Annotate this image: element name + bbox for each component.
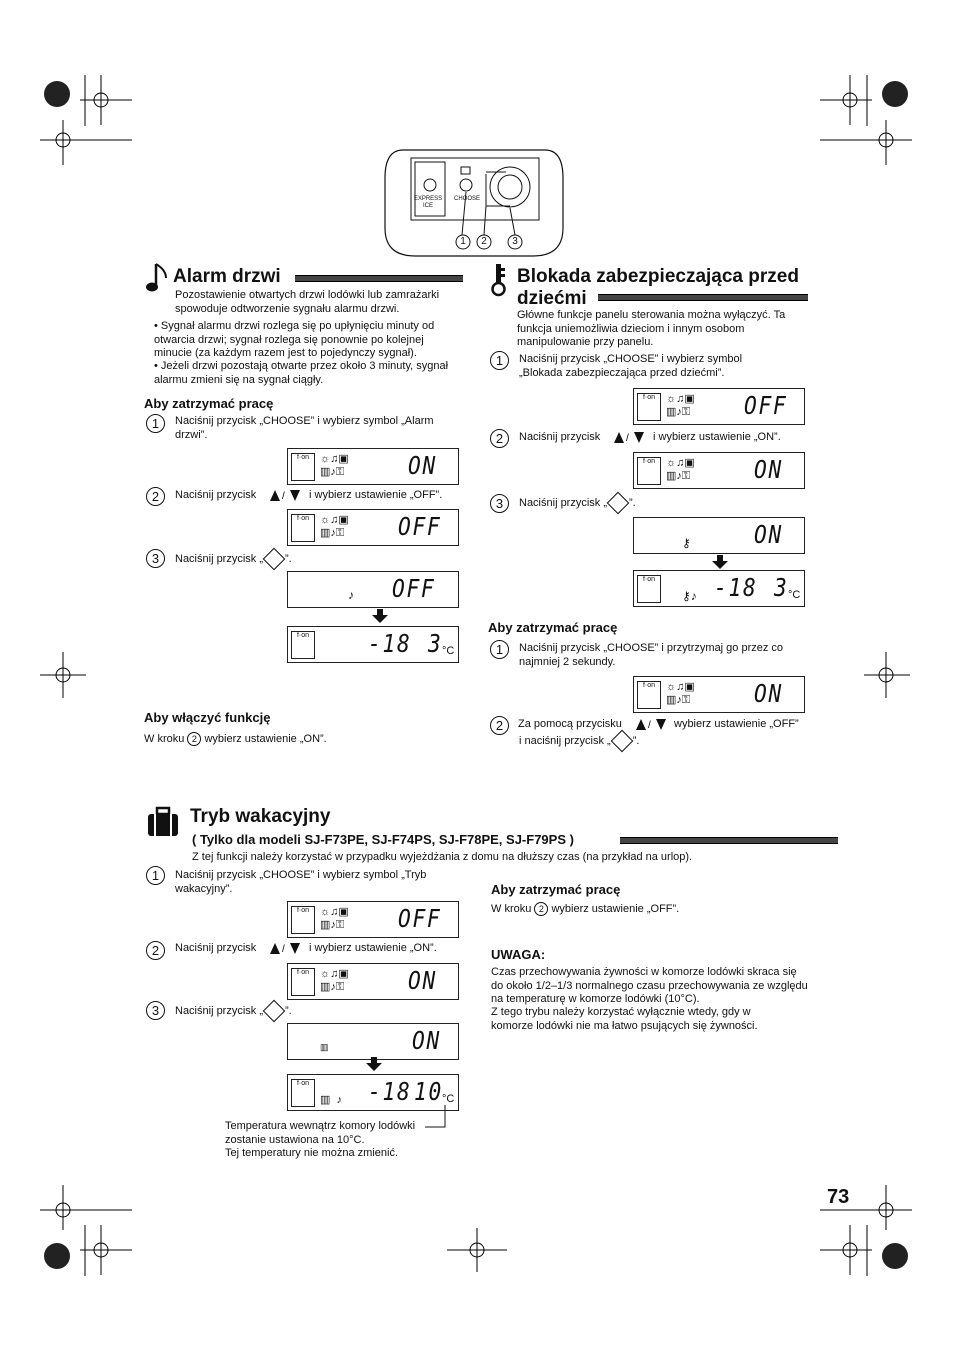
lock-key-icon bbox=[610, 730, 633, 753]
lcd-symbols: ☼♫▣ ▥♪⚿ bbox=[320, 906, 349, 931]
panel-callout-1: 1 bbox=[460, 236, 466, 247]
child-stop-2-line2 bbox=[519, 733, 639, 749]
vacation-lcd-1-value: OFF bbox=[398, 904, 442, 933]
child-lcd-3-value: ON bbox=[754, 520, 783, 549]
panel-callout-2: 2 bbox=[481, 236, 487, 247]
alarm-lcd-4-unit: °C bbox=[442, 645, 455, 657]
svg-text:/: / bbox=[282, 491, 285, 502]
up-down-arrow-icon bbox=[268, 488, 302, 502]
lcd-symbols: ☼♫▣ ▥♪⚿ bbox=[666, 681, 695, 706]
child-lcd-4-unit: °C bbox=[788, 589, 801, 601]
down-arrow-icon bbox=[372, 609, 388, 623]
vacation-lcd-4-temp: -18 bbox=[368, 1077, 412, 1106]
child-lcd-4 bbox=[633, 570, 805, 607]
uwaga-text-2: Z tego trybu należy korzystać wyłącznie wtedy, gdy w komorze lodówki nie ma łatwo psujących się żywności. bbox=[491, 1006, 758, 1032]
child-step-2-a: Naciśnij przycisk bbox=[519, 431, 601, 443]
svg-text:/: / bbox=[626, 433, 629, 444]
vacation-step-3-a: Naciśnij przycisk „ bbox=[175, 1004, 264, 1017]
child-stop-2-d: ”. bbox=[632, 734, 640, 747]
vacation-lcd-3-value: ON bbox=[412, 1026, 441, 1055]
vacation-title-rule bbox=[620, 837, 838, 844]
alarm-step-3-b: ”. bbox=[285, 552, 292, 565]
alarm-step-3-num: 3 bbox=[146, 549, 165, 568]
child-step-3-a: Naciśnij przycisk „ bbox=[519, 496, 608, 509]
child-step-2-b: i wybierz ustawienie „ON”. bbox=[653, 431, 781, 443]
alarm-lcd-4-temp2: 3 bbox=[428, 629, 443, 658]
alarm-enable-num: 2 bbox=[187, 732, 201, 746]
lock-key-icon bbox=[607, 492, 630, 515]
lock-key-icon bbox=[263, 548, 286, 571]
child-lock-title: Blokada zabezpieczająca przed dziećmi bbox=[517, 266, 799, 309]
lcd-grapes-icon: f·on bbox=[291, 906, 315, 934]
vacation-step-3 bbox=[175, 1003, 292, 1019]
lock-key-icon bbox=[263, 1000, 286, 1023]
alarm-bullet-2: • Jeżeli drzwi pozostają otwarte przez około 3 minuty, sygnał alarmu zmieni się na sygnał ciągły. bbox=[154, 360, 449, 386]
alarm-lcd-1 bbox=[287, 448, 459, 485]
vacation-step-1-num: 1 bbox=[146, 866, 165, 885]
child-step-2-num: 2 bbox=[490, 429, 509, 448]
vacation-stop-b: wybierz ustawienie „OFF”. bbox=[551, 902, 680, 915]
key-music-small-icon: ⚷♪ bbox=[682, 589, 697, 603]
key-small-icon: ⚷ bbox=[682, 536, 691, 550]
vacation-step-3-num: 3 bbox=[146, 1001, 165, 1020]
svg-text:/: / bbox=[648, 720, 651, 731]
vacation-note-temp: Temperatura wewnątrz komory lodówki zostanie ustawiona na 10°C. bbox=[225, 1120, 416, 1146]
alarm-title: Alarm drzwi bbox=[173, 266, 281, 287]
child-title-rule bbox=[598, 294, 808, 301]
lcd-grapes-icon: f·on bbox=[291, 514, 315, 542]
svg-text:/: / bbox=[282, 944, 285, 955]
child-lcd-3 bbox=[633, 517, 805, 554]
alarm-title-rule bbox=[295, 275, 463, 282]
down-arrow-icon bbox=[366, 1057, 382, 1071]
lcd-grapes-icon: f·on bbox=[637, 681, 661, 709]
child-lcd-2 bbox=[633, 452, 805, 489]
alarm-intro: Pozostawienie otwartych drzwi lodówki lub zamrażarki spowoduje odtworzenie sygnału alarmu drzwi. bbox=[175, 289, 440, 315]
alarm-step-2-num: 2 bbox=[146, 487, 165, 506]
up-down-arrow-icon bbox=[612, 430, 646, 444]
alarm-step-3-a: Naciśnij przycisk „ bbox=[175, 552, 264, 565]
lcd-grapes-icon: f·on bbox=[291, 1079, 315, 1107]
vacation-stop-text bbox=[491, 902, 679, 916]
vacation-step-1: Naciśnij przycisk „CHOOSE” i wybierz symbol „Tryb wakacyjny”. bbox=[175, 869, 427, 895]
vacation-subtitle: ( Tylko dla modeli SJ-F73PE, SJ-F74PS, SJ-F78PE, SJ-F79PS ) bbox=[192, 832, 574, 847]
child-lcd-1-value: OFF bbox=[744, 391, 788, 420]
lcd-symbols: ☼♫▣ ▥♪⚿ bbox=[320, 514, 349, 539]
panel-callout-3: 3 bbox=[512, 236, 518, 247]
child-stop-2-c: i naciśnij przycisk „ bbox=[519, 734, 611, 747]
alarm-lcd-2 bbox=[287, 509, 459, 546]
child-step-3-b: ”. bbox=[629, 496, 636, 509]
lcd-symbols: ☼♫▣ ▥♪⚿ bbox=[666, 457, 695, 482]
alarm-enable-a: W kroku bbox=[144, 732, 185, 745]
vacation-note-fixed: Tej temperatury nie można zmienić. bbox=[225, 1147, 399, 1159]
child-stop-2-a: Za pomocą przycisku bbox=[518, 718, 622, 730]
vacation-stop-a: W kroku bbox=[491, 902, 532, 915]
alarm-lcd-3-value: OFF bbox=[392, 574, 436, 603]
down-arrow-icon bbox=[712, 555, 728, 569]
up-down-arrow-icon bbox=[268, 941, 302, 955]
alarm-step-2-a: Naciśnij przycisk bbox=[175, 489, 257, 501]
alarm-stop-heading: Aby zatrzymać pracę bbox=[144, 396, 274, 411]
alarm-enable-text bbox=[144, 732, 327, 746]
child-intro: Główne funkcje panelu sterowania można wyłączyć. Ta funkcja uniemożliwia dzieciom i innym osobom manipulowanie przy panelu. bbox=[517, 309, 786, 348]
vacation-lcd-2 bbox=[287, 963, 459, 1000]
alarm-lcd-4-temp: -18 bbox=[368, 629, 412, 658]
child-lcd-5-value: ON bbox=[754, 679, 783, 708]
alarm-lcd-4 bbox=[287, 626, 459, 663]
up-down-arrow-icon bbox=[634, 717, 668, 731]
child-stop-1-num: 1 bbox=[490, 640, 509, 659]
child-lcd-4-temp2: 3 bbox=[774, 573, 789, 602]
alarm-enable-heading: Aby włączyć funkcję bbox=[144, 710, 271, 725]
suitcase-music-small-icon: ▥ ♪ bbox=[320, 1094, 343, 1106]
lcd-grapes-icon: f·on bbox=[637, 457, 661, 485]
child-lcd-4-temp: -18 bbox=[714, 573, 758, 602]
music-note-icon bbox=[146, 262, 170, 294]
child-step-1: Naciśnij przycisk „CHOOSE” i wybierz symbol „Blokada zabezpieczająca przed dziećmi”. bbox=[519, 353, 743, 379]
alarm-bullet-1: • Sygnał alarmu drzwi rozlega się po upłynięciu minuty od otwarcia drzwi; sygnał rozlega się ponownie po kolejnej minucie (za każdym razem jest to pojedynczy sygnał). bbox=[154, 320, 435, 359]
child-step-3-num: 3 bbox=[490, 494, 509, 513]
child-stop-heading: Aby zatrzymać pracę bbox=[488, 620, 618, 635]
vacation-stop-num: 2 bbox=[534, 902, 548, 916]
vacation-intro: Z tej funkcji należy korzystać w przypadku wyjeżdżania z domu na dłuższy czas (na przykład na urlop). bbox=[192, 851, 693, 863]
child-step-3 bbox=[519, 495, 636, 511]
vacation-step-3-b: ”. bbox=[285, 1004, 292, 1017]
panel-express-label: EXPRESS ICE bbox=[413, 196, 443, 209]
vacation-lcd-4-unit: °C bbox=[442, 1093, 455, 1105]
vacation-step-2-num: 2 bbox=[146, 941, 165, 960]
vacation-title: Tryb wakacyjny bbox=[190, 806, 331, 827]
lcd-grapes-icon: f·on bbox=[291, 968, 315, 996]
lcd-grapes-icon: f·on bbox=[637, 575, 661, 603]
alarm-step-3 bbox=[175, 551, 292, 567]
lcd-grapes-icon: f·on bbox=[637, 393, 661, 421]
alarm-step-2-b: i wybierz ustawienie „OFF”. bbox=[309, 489, 443, 501]
alarm-lcd-1-value: ON bbox=[408, 451, 437, 480]
child-stop-1: Naciśnij przycisk „CHOOSE” i przytrzymaj go przez co najmniej 2 sekundy. bbox=[519, 642, 784, 668]
vacation-lcd-1 bbox=[287, 901, 459, 938]
uwaga-heading: UWAGA: bbox=[491, 947, 546, 962]
alarm-step-1-num: 1 bbox=[146, 414, 165, 433]
alarm-step-1: Naciśnij przycisk „CHOOSE” i wybierz symbol „Alarm drzwi”. bbox=[175, 415, 434, 441]
alarm-lcd-2-value: OFF bbox=[398, 512, 442, 541]
child-stop-2-b: wybierz ustawienie „OFF” bbox=[674, 718, 799, 730]
suitcase-small-icon: ▥ bbox=[320, 1042, 329, 1052]
panel-choose-label: CHOOSE bbox=[453, 196, 480, 202]
vacation-lcd-3 bbox=[287, 1023, 459, 1060]
child-lcd-5 bbox=[633, 676, 805, 713]
key-icon bbox=[489, 262, 509, 298]
vacation-lcd-2-value: ON bbox=[408, 966, 437, 995]
lcd-symbols: ☼♫▣ ▥♪⚿ bbox=[666, 393, 695, 418]
child-step-1-num: 1 bbox=[490, 351, 509, 370]
vacation-stop-heading: Aby zatrzymać pracę bbox=[491, 882, 621, 897]
lcd-symbols: ☼♫▣ ▥♪⚿ bbox=[320, 968, 349, 993]
uwaga-text-1: Czas przechowywania żywności w komorze lodówki skraca się do około 1/2–1/3 normalnego czasu przechowywania ze względu na temperaturę w komorze lodówki (10°C). bbox=[491, 966, 808, 1005]
music-note-small-icon: ♪ bbox=[348, 588, 354, 602]
vacation-lcd-4-temp2: 10 bbox=[414, 1077, 443, 1106]
control-panel-illustration bbox=[383, 148, 565, 260]
page-number: 73 bbox=[827, 1186, 850, 1208]
lcd-grapes-icon: f·on bbox=[291, 453, 315, 481]
vacation-step-2-b: i wybierz ustawienie „ON”. bbox=[309, 942, 437, 954]
child-lcd-2-value: ON bbox=[754, 455, 783, 484]
child-lcd-1 bbox=[633, 388, 805, 425]
lcd-symbols: ☼♫▣ ▥♪⚿ bbox=[320, 453, 349, 478]
alarm-enable-b: wybierz ustawienie „ON”. bbox=[204, 732, 327, 745]
child-stop-2-num: 2 bbox=[490, 716, 509, 735]
vacation-step-2-a: Naciśnij przycisk bbox=[175, 942, 257, 954]
suitcase-icon bbox=[146, 806, 180, 838]
alarm-lcd-3 bbox=[287, 571, 459, 608]
lcd-grapes-icon: f·on bbox=[291, 631, 315, 659]
